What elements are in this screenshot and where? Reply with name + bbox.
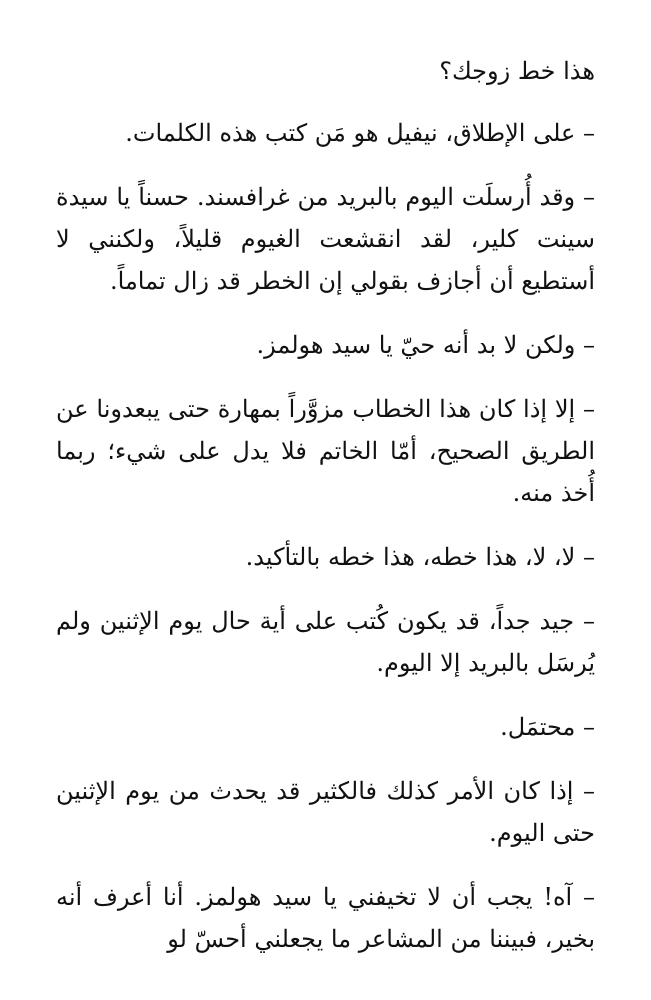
paragraph: – آه! يجب أن لا تخيفني يا سيد هولمز. أنا أعرف أنه بخير، فبيننا من المشاعر ما يجعلني أحسّ لو <box>56 883 595 953</box>
paragraph: – على الإطلاق، نيفيل هو مَن كتب هذه الكلمات. <box>125 119 595 147</box>
paragraph: – جيد جداً، قد يكون كُتب على أية حال يوم الإثنين ولم يُرسَل بالبريد إلا اليوم. <box>56 607 596 677</box>
paragraph: – ولكن لا بد أنه حيّ يا سيد هولمز. <box>256 331 595 359</box>
paragraph: – إلا إذا كان هذا الخطاب مزوَّراً بمهارة حتى يبعدونا عن الطريق الصحيح، أمّا الخاتم فلا يدل على شيء؛ ربما أُخذ منه. <box>56 395 595 507</box>
paragraph: – محتمَل. <box>500 713 595 741</box>
paragraph: – لا، لا، هذا خطه، هذا خطه بالتأكيد. <box>245 543 595 571</box>
paragraph: – وقد أُرسلَت اليوم بالبريد من غرافسند. حسناً يا سيدة سينت كلير، لقد انقشعت الغيوم قليلاً، ولكنني لا أستطيع أن أجازف بقولي إن الخطر قد زال تماماً. <box>56 183 596 295</box>
paragraph: هذا خط زوجك؟ <box>439 57 595 85</box>
paragraph: – إذا كان الأمر كذلك فالكثير قد يحدث من يوم الإثنين حتى اليوم. <box>56 777 595 847</box>
